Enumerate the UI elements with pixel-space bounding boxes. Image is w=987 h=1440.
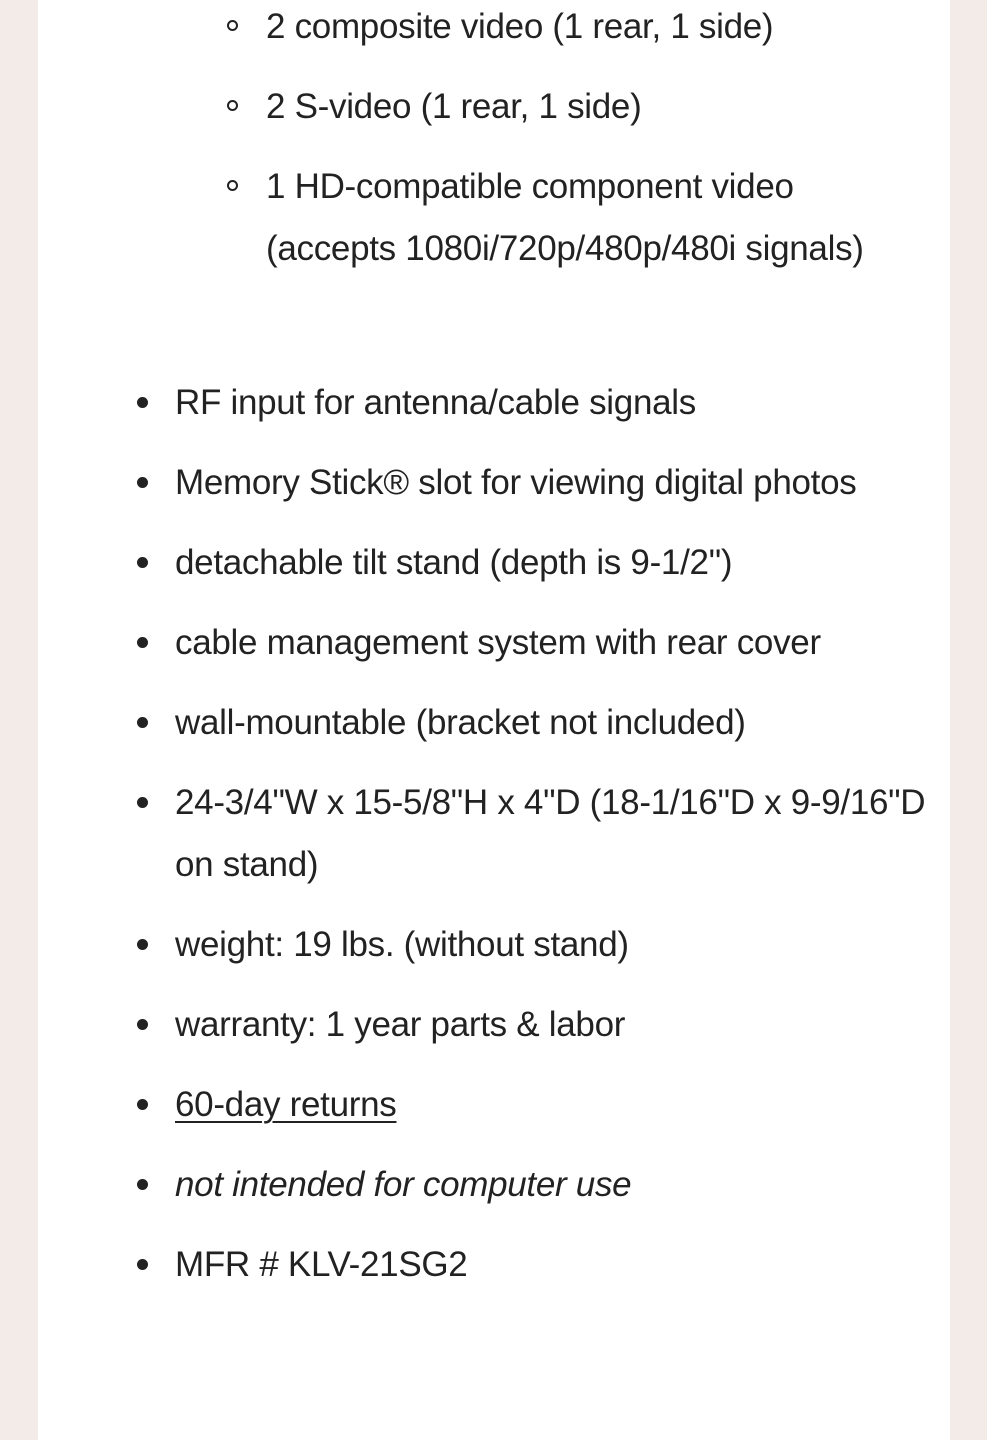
list-item xyxy=(38,156,950,280)
bullet-icon xyxy=(137,717,148,728)
list-item xyxy=(38,612,950,674)
bullet-icon xyxy=(137,557,148,568)
list-item xyxy=(38,994,950,1056)
bullet-icon xyxy=(137,477,148,488)
hollow-bullet-icon xyxy=(227,100,238,111)
bullet-icon xyxy=(137,1179,148,1190)
computer-use-notice: not intended for computer use xyxy=(175,1165,632,1204)
list-item xyxy=(38,914,950,976)
hollow-bullet-icon xyxy=(227,180,238,191)
list-item-text: Memory Stick® slot for viewing digital photos xyxy=(175,463,857,502)
list-item xyxy=(38,372,950,434)
features-list xyxy=(38,372,950,1314)
video-inputs-sublist xyxy=(38,0,950,298)
list-item xyxy=(38,452,950,514)
list-item-text: 1 HD-compatible component video (accepts 1080i/720p/480p/480i signals) xyxy=(266,167,864,268)
product-details-panel xyxy=(38,0,950,1440)
bullet-icon xyxy=(137,1099,148,1110)
list-item xyxy=(38,772,950,896)
list-item-text: wall-mountable (bracket not included) xyxy=(175,703,746,742)
bullet-icon xyxy=(137,637,148,648)
list-item xyxy=(38,1074,950,1136)
returns-policy-link[interactable]: 60-day returns xyxy=(175,1085,397,1124)
bullet-icon xyxy=(137,397,148,408)
list-item xyxy=(38,1154,950,1216)
list-item xyxy=(38,76,950,138)
list-item-text: weight: 19 lbs. (without stand) xyxy=(175,925,629,964)
list-item-text: 2 S-video (1 rear, 1 side) xyxy=(266,87,642,126)
list-item xyxy=(38,532,950,594)
list-item-text: 24-3/4"W x 15-5/8"H x 4"D (18-1/16"D x 9-9/16"D on stand) xyxy=(175,783,926,884)
list-item-text: RF input for antenna/cable signals xyxy=(175,383,696,422)
bullet-icon xyxy=(137,1259,148,1270)
list-item xyxy=(38,1234,950,1296)
list-item-text: 2 composite video (1 rear, 1 side) xyxy=(266,7,774,46)
list-item xyxy=(38,0,950,58)
hollow-bullet-icon xyxy=(227,20,238,31)
list-item xyxy=(38,692,950,754)
bullet-icon xyxy=(137,939,148,950)
manufacturer-number: MFR # KLV-21SG2 xyxy=(175,1245,468,1284)
list-item-text: cable management system with rear cover xyxy=(175,623,821,662)
bullet-icon xyxy=(137,1019,148,1030)
list-item-text: warranty: 1 year parts & labor xyxy=(175,1005,626,1044)
bullet-icon xyxy=(137,797,148,808)
list-item-text: detachable tilt stand (depth is 9-1/2") xyxy=(175,543,733,582)
